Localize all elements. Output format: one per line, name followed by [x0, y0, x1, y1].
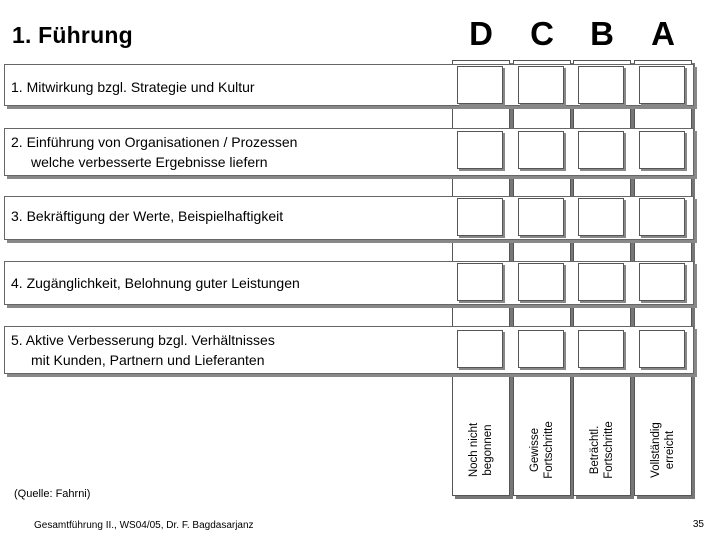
rating-box-row5-a[interactable]	[639, 330, 685, 368]
column-letter-c: C	[530, 15, 554, 52]
rating-box-row3-d[interactable]	[457, 198, 503, 236]
rating-box-row5-d[interactable]	[457, 330, 503, 368]
criterion-line-1: 2. Einführung von Organisationen / Prozessen	[11, 134, 298, 150]
rating-box-row2-b[interactable]	[578, 131, 624, 169]
criterion-label	[11, 206, 283, 226]
criterion-line-1: 3. Bekräftigung der Werte, Beispielhaftigkeit	[11, 208, 284, 224]
column-label-line-2: Fortschritte	[603, 421, 615, 479]
column-label-d	[464, 410, 498, 490]
column-label-b	[585, 410, 619, 490]
column-letter-d: D	[469, 15, 493, 52]
column-label-c	[525, 410, 559, 490]
rating-box-row1-a[interactable]	[639, 66, 685, 104]
rating-box-row3-b[interactable]	[578, 198, 624, 236]
criterion-line-1: 4. Zugänglichkeit, Belohnung guter Leistungen	[11, 275, 300, 291]
rating-box-row2-c[interactable]	[518, 131, 564, 169]
rating-box-row4-b[interactable]	[578, 263, 624, 301]
source-note: (Quelle: Fahrni)	[14, 488, 91, 500]
rating-box-row3-a[interactable]	[639, 198, 685, 236]
column-label-line-2: erreicht	[664, 430, 676, 470]
rating-box-row3-c[interactable]	[518, 198, 564, 236]
footer-text: Gesamtführung II., WS04/05, Dr. F. Bagdasarjanz	[34, 520, 254, 531]
criterion-label	[11, 132, 297, 172]
rating-box-row1-c[interactable]	[518, 66, 564, 104]
rating-box-row1-d[interactable]	[457, 66, 503, 104]
rating-box-row4-a[interactable]	[639, 263, 685, 301]
column-label-line-2: begonnen	[482, 424, 494, 476]
column-label-a	[646, 410, 680, 490]
slide-title: 1. Führung	[12, 22, 133, 48]
column-letter-b: B	[590, 15, 614, 52]
criterion-line-2: mit Kunden, Partnern und Lieferanten	[31, 352, 265, 368]
rating-box-row1-b[interactable]	[578, 66, 624, 104]
column-label-line-1: Gewisse	[529, 427, 541, 473]
column-label-line-2: Fortschritte	[543, 421, 555, 479]
rating-box-row4-c[interactable]	[518, 263, 564, 301]
criterion-label	[11, 330, 275, 370]
rating-box-row2-d[interactable]	[457, 131, 503, 169]
criterion-line-1: 5. Aktive Verbesserung bzgl. Verhältnisses	[11, 332, 275, 348]
criterion-label	[11, 77, 255, 97]
column-label-line-1: Noch nicht	[468, 422, 480, 478]
column-label-line-1: Vollständig	[650, 422, 662, 478]
criterion-label	[11, 273, 300, 293]
criterion-line-1: 1. Mitwirkung bzgl. Strategie und Kultur	[11, 79, 255, 95]
rating-box-row4-d[interactable]	[457, 263, 503, 301]
page-number: 35	[692, 519, 704, 530]
rating-box-row2-a[interactable]	[639, 131, 685, 169]
column-label-line-1: Beträchtl.	[589, 425, 601, 475]
rating-box-row5-c[interactable]	[518, 330, 564, 368]
criterion-line-2: welche verbesserte Ergebnisse liefern	[31, 154, 268, 170]
column-letter-a: A	[651, 15, 675, 52]
rating-box-row5-b[interactable]	[578, 330, 624, 368]
